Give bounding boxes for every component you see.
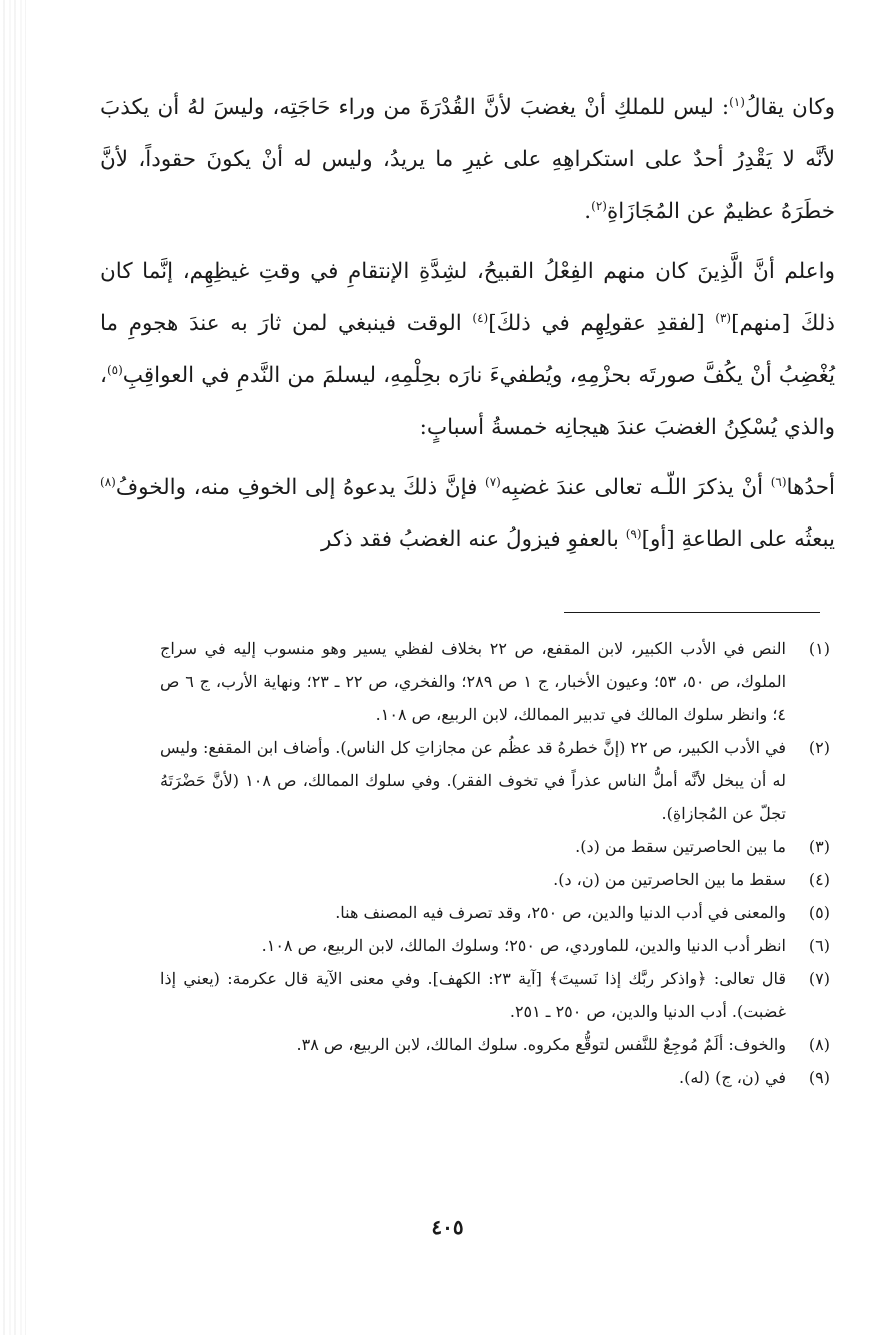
footnote-item	[160, 962, 830, 1028]
footnote-text: في الأدب الكبير، ص ٢٢ (إنَّ خطرهُ قد عظُم عن مجازاتِ كل الناس). وأضاف ابن المقفع: وليس له أن يبخل لأنَّه أملُّ الناس عذراً في تخوف الفقر). وفي سلوك الممالك، ص ١٠٨ (لأنَّ حَضْرَتَهُ تجلّ عن المُجازاةِ).	[160, 738, 786, 823]
body-text-run: بالعفوِ فيزولُ عنه الغضبُ فقد ذكر	[321, 527, 626, 552]
footnote-marker: (٣)	[715, 310, 732, 325]
footnote-separator	[564, 612, 820, 613]
footnote-text: النص في الأدب الكبير، لابن المقفع، ص ٢٢ بخلاف لفظي يسير وهو منسوب إليه في سراج الملوك، ص ٥٠، ٥٣؛ وعيون الأخبار، ج ١ ص ٢٨٩؛ والفخري، ص ٢٢ ـ ٢٣؛ ونهاية الأرب، ج ٦ ص ٤؛ وانظر سلوك المالك في تدبير الممالك، لابن الربيع، ص ١٠٨.	[160, 639, 787, 724]
body-text-run: فإنَّ ذلكَ يدعوهُ إلى الخوفِ منه، والخوفُ	[115, 475, 486, 500]
body-text-run: أنْ يذكرَ اللّـه تعالى عندَ غضبِه	[500, 475, 771, 500]
footnote-marker: (٥)	[106, 362, 123, 377]
footnote-marker: (٧)	[485, 474, 501, 489]
footnote-marker: (٤)	[472, 310, 489, 325]
footnote-item	[160, 830, 830, 863]
footnote-item	[160, 863, 830, 896]
footnote-number: (٩)	[808, 1068, 830, 1087]
footnote-number: (١)	[808, 639, 830, 658]
footnote-number: (٦)	[808, 936, 830, 955]
body-text-run: يبعثُه على الطاعةِ [أو]	[641, 527, 835, 552]
footnote-marker: (١)	[729, 94, 745, 109]
footnote-number: (٧)	[808, 969, 830, 988]
footnote-number: (٥)	[808, 903, 830, 922]
footnote-item	[160, 632, 830, 731]
footnote-marker: (٢)	[591, 198, 607, 213]
body-paragraph	[100, 462, 835, 566]
footnote-item	[160, 731, 830, 830]
footnote-item	[160, 929, 830, 962]
page-number: ٤٠٥	[431, 1215, 464, 1239]
footnote-text: ما بين الحاصرتين سقط من (د).	[575, 837, 786, 856]
body-text-run: .	[584, 199, 592, 224]
body-text-run: أحدُها	[786, 475, 835, 500]
footnote-marker: (٩)	[625, 526, 642, 541]
footnote-number: (٤)	[808, 870, 830, 889]
footnote-marker: (٨)	[100, 474, 116, 489]
footnote-item	[160, 896, 830, 929]
body-paragraph	[100, 246, 835, 454]
footnote-text: والمعنى في أدب الدنيا والدين، ص ٢٥٠، وقد تصرف فيه المصنف هنا.	[335, 903, 786, 922]
main-text	[100, 82, 835, 574]
body-text-run: الوقت فينبغي لمن ثارَ به عندَ هجومِ ما يُغْضِبُ أنْ يكُفَّ صورتَه بحزْمِهِ، ويُطفيءَ نارَه بحِلْمِهِ، ليسلمَ من النَّدمِ في العواقِبِ	[100, 311, 835, 388]
body-text-run: وكان يقالُ	[744, 95, 835, 120]
footnote-text: في (ن، ج) (له).	[679, 1068, 786, 1087]
footnote-text: والخوف: ألَمٌ مُوجِعٌ للنَّفس لتوقُّع مكروه. سلوك المالك، لابن الربيع، ص ٣٨.	[296, 1035, 786, 1054]
body-text-run: واعلم أنَّ الَّذِينَ كان منهم الفِعْلُ القبيحُ، لشِدَّةِ الإنتقامِ في وقتِ غيظِهِم، إنَّما كان ذلكَ [منهم]	[100, 259, 835, 336]
footnote-text: انظر أدب الدنيا والدين، للماوردي، ص ٢٥٠؛ وسلوك المالك، لابن الربيع، ص ١٠٨.	[261, 936, 786, 955]
footnote-number: (٨)	[808, 1035, 830, 1054]
footnote-item	[160, 1028, 830, 1061]
footnote-number: (٢)	[808, 738, 830, 757]
footnotes	[160, 632, 830, 1094]
body-paragraph	[100, 82, 835, 238]
body-text-run: : ليس للملكِ أنْ يغضبَ لأنَّ القُدْرَةَ من وراء حَاجَتِه، وليسَ لهُ أن يكذبَ لأنَّه لا يَقْدِرُ أحدٌ على استكراهِهِ على غيرِ ما يريدُ، وليس له أنْ يكونَ حقوداً، لأنَّ خطَرَهُ عظيمٌ عن المُجَازَاةِ	[100, 95, 835, 224]
footnote-text: قال تعالى: ﴿واذكر ربَّك إذا نَسيتَ﴾ [آية ٢٣: الكهف]. وفي معنى الآية قال عكرمة: (يعني إذا غضبت). أدب الدنيا والدين، ص ٢٥٠ ـ ٢٥١.	[160, 969, 786, 1021]
scan-binding-edge	[0, 0, 26, 1335]
body-text-run: ، والذي يُسْكِنُ الغضبَ عندَ هيجانِه خمسةُ أسبابٍ:	[100, 363, 835, 440]
footnote-marker: (٦)	[770, 474, 787, 489]
body-text-run: [لفقدِ عقولِهِم في ذلكَ]	[488, 311, 716, 336]
footnote-item	[160, 1061, 830, 1094]
footnote-text: سقط ما بين الحاصرتين من (ن، د).	[553, 870, 786, 889]
footnote-number: (٣)	[808, 837, 830, 856]
